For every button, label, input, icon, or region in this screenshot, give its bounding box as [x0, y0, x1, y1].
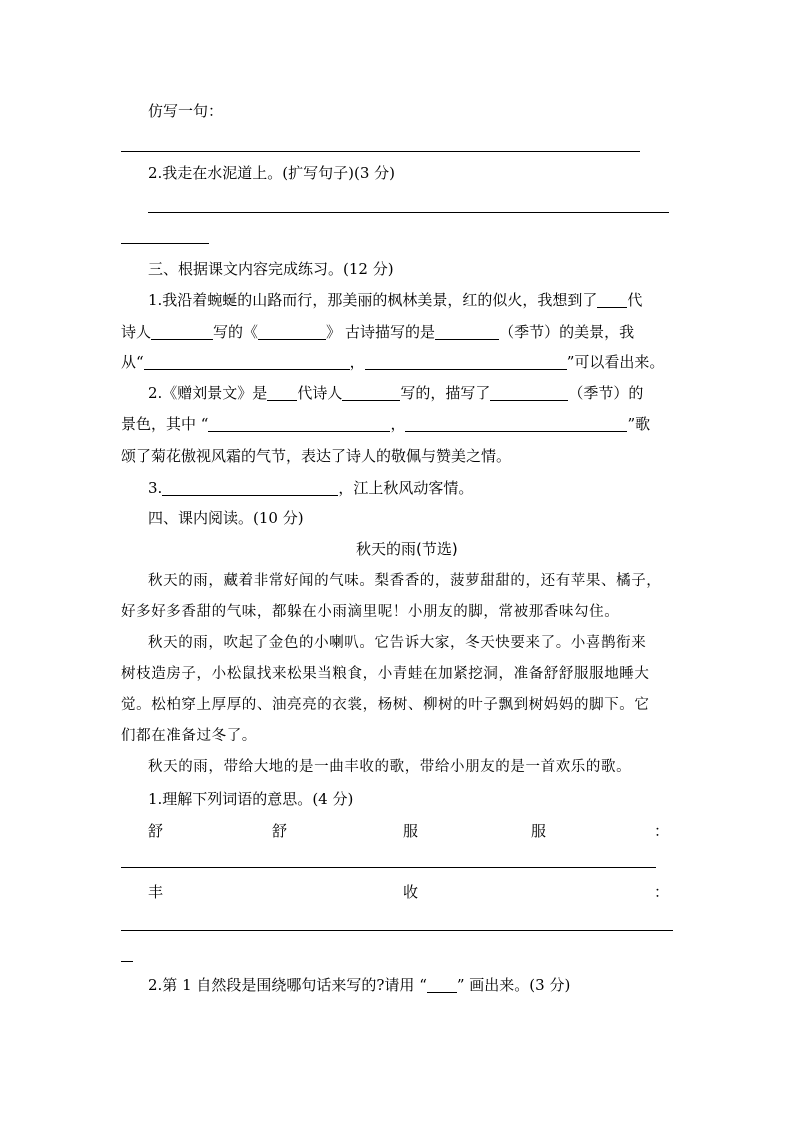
text: 写的《 — [213, 323, 259, 341]
blank — [342, 384, 400, 401]
s3-q2-line2 — [121, 414, 650, 434]
blank — [267, 384, 297, 401]
text: 2.《赠刘景文》是 — [148, 384, 268, 402]
blank — [258, 323, 326, 340]
passage-line: 秋天的雨，藏着非常好闻的气味。梨香香的，菠萝甜甜的，还有苹果、橘子， — [148, 573, 662, 589]
text: 3. — [148, 479, 163, 497]
answer-line — [121, 151, 640, 152]
passage-line: 树枝造房子，小松鼠找来松果当粮食，小青蛙在加紧挖洞，准备舒舒服服地睡大 — [121, 666, 650, 682]
s3-q2-line1 — [148, 383, 643, 403]
text: 景色，其中 “ — [121, 415, 209, 433]
text: ， — [390, 415, 406, 433]
answer-line — [148, 212, 669, 213]
answer-line — [121, 930, 673, 931]
s4-q1-heading: 1.理解下列词语的意思。(4 分) — [148, 790, 354, 808]
colon: ： — [654, 822, 670, 840]
answer-line — [121, 243, 209, 244]
s3-q2-line3: 颂了菊花傲视风霜的气节，表达了诗人的敬佩与赞美之情。 — [121, 447, 512, 465]
answer-line — [121, 961, 133, 962]
text: 写的，描写了 — [400, 384, 491, 402]
blank — [427, 976, 457, 993]
text: ”歌 — [627, 415, 651, 433]
blank — [405, 415, 627, 432]
s3-q3 — [148, 478, 473, 498]
passage-line: 好多好多香甜的气味，都躲在小雨滴里呢！小朋友的脚，常被那香味勾住。 — [121, 604, 620, 620]
text: （季节）的美景，我 — [499, 323, 635, 341]
blank — [365, 353, 567, 370]
text: 诗人 — [121, 323, 152, 341]
text: ” 画出来。(3 分) — [456, 976, 571, 994]
text: ”可以看出来。 — [566, 353, 665, 371]
word-char: 丰 — [148, 883, 164, 901]
blank — [162, 479, 338, 496]
word-char: 舒 — [272, 822, 288, 840]
blank — [151, 323, 213, 340]
blank — [208, 415, 390, 432]
section4-heading: 四、课内阅读。(10 分) — [148, 509, 304, 527]
text: 代诗人 — [297, 384, 343, 402]
blank — [435, 323, 499, 340]
text: 古诗描写的是 — [345, 323, 436, 341]
passage-title: 秋天的雨(节选) — [356, 540, 458, 558]
text: 从“ — [121, 353, 144, 371]
text: 》 — [326, 323, 342, 341]
s4-q2 — [148, 975, 570, 995]
passage-line: 们都在准备过冬了。 — [121, 728, 257, 744]
word-char: 服 — [403, 822, 419, 840]
text: （季节）的 — [568, 384, 644, 402]
s3-q1-line2 — [121, 322, 634, 342]
colon: ： — [654, 883, 670, 901]
answer-line — [121, 867, 656, 868]
s3-q1-line1 — [148, 290, 642, 310]
passage-line: 秋天的雨，带给大地的是一曲丰收的歌，带给小朋友的是一首欢乐的歌。 — [148, 759, 632, 775]
imitate-label: 仿写一句： — [148, 102, 224, 120]
passage-line: 觉。松柏穿上厚厚的、油亮亮的衣裳，杨树、柳树的叶子飘到树妈妈的脚下。它 — [121, 697, 650, 713]
text: 1.我沿着蜿蜒的山路而行，那美丽的枫林美景，红的似火，我想到了 — [148, 291, 598, 309]
word-char: 收 — [403, 883, 419, 901]
text: 代 — [627, 291, 643, 309]
text: 2.第 1 自然段是围绕哪句话来写的?请用 “ — [148, 976, 427, 994]
word-char: 服 — [531, 822, 547, 840]
q2-expand-sentence: 2.我走在水泥道上。(扩写句子)(3 分) — [148, 164, 396, 182]
section3-heading: 三、根据课文内容完成练习。(12 分) — [148, 260, 394, 278]
blank — [144, 353, 350, 370]
word-char: 舒 — [148, 822, 164, 840]
text: ， — [349, 353, 365, 371]
text: ，江上秋风动客情。 — [338, 479, 474, 497]
s3-q1-line3 — [121, 352, 664, 372]
passage-line: 秋天的雨，吹起了金色的小喇叭。它告诉大家，冬天快要来了。小喜鹊衔来 — [148, 635, 647, 651]
blank — [490, 384, 568, 401]
blank — [597, 291, 627, 308]
